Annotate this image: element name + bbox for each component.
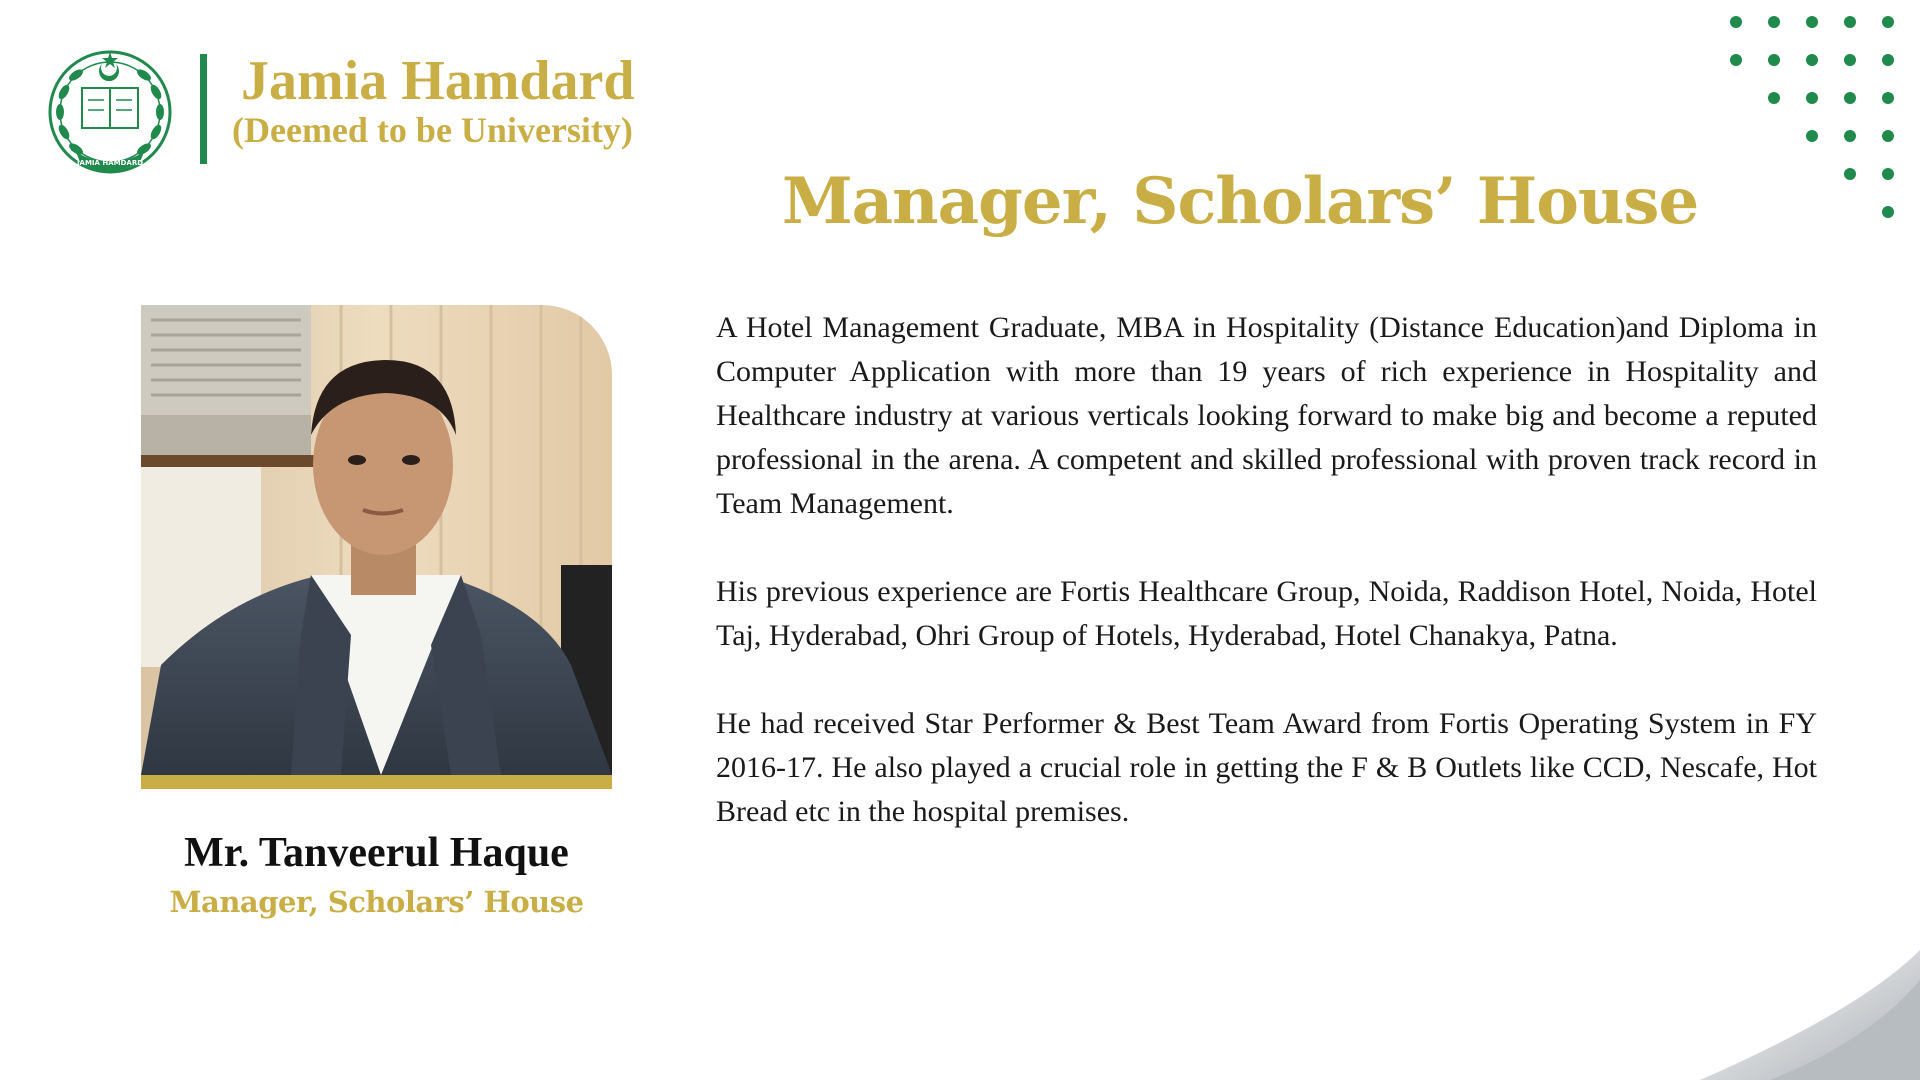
bio-text <box>716 306 1817 878</box>
person-role: Manager, Scholars’ House <box>169 885 584 919</box>
decorative-dots-icon <box>1720 14 1920 234</box>
university-seal-icon <box>46 48 174 176</box>
bio-paragraph: He had received Star Performer & Best Team Award from Fortis Operating System in FY 2016-17. He also played a crucial role in getting the F & B Outlets like CCD, Nescafe, Hot Bread etc in the hospital premises. <box>716 707 1817 828</box>
university-subtitle: (Deemed to be University) <box>232 110 633 150</box>
person-portrait-icon <box>141 305 612 775</box>
bio-paragraph: His previous experience are Fortis Healthcare Group, Noida, Raddison Hotel, Noida, Hotel Taj, Hyderabad, Ohri Group of Hotels, Hyderabad, Hotel Chanakya, Patna. <box>716 575 1817 652</box>
photo-accent-bar <box>141 775 612 789</box>
bio-paragraph: A Hotel Management Graduate, MBA in Hospitality (Distance Education)and Diploma in Computer Application with more than 19 years of rich experience in Hospitality and Healthcare industry at various verticals looking forward to make big and become a reputed professional in the arena. A competent and skilled professional with proven track record in Team Management. <box>716 311 1817 520</box>
logo-text: JAMIA HAMDARD <box>76 159 144 167</box>
corner-swoosh-icon <box>1660 950 1920 1080</box>
university-name: Jamia Hamdard <box>241 50 635 112</box>
person-name: Mr. Tanveerul Haque <box>184 830 569 876</box>
page-title: Manager, Scholars’ House <box>781 164 1699 239</box>
header-divider <box>200 54 207 164</box>
